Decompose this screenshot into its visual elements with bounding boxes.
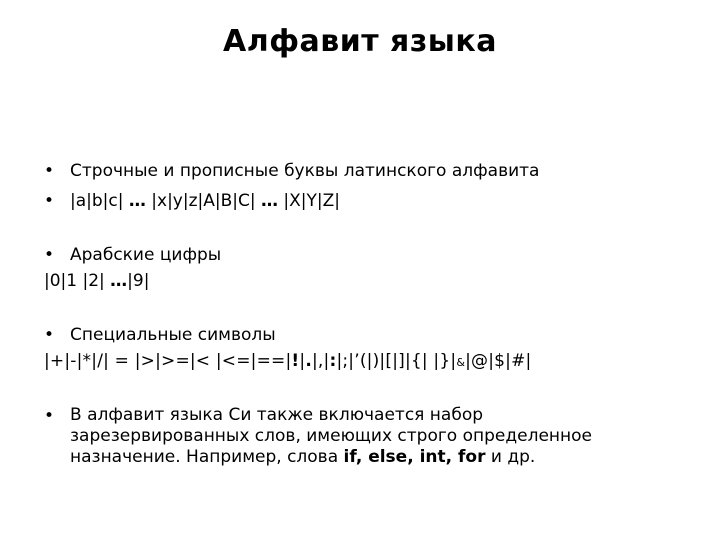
- paragraph-text: В алфавит языка Си также включается набор зарезервированных слов, имеющих строго определенное назначение. Например, слова: [70, 405, 592, 467]
- page-title: Алфавит языка: [223, 24, 497, 59]
- digits-line: [44, 270, 149, 292]
- digits-part: |0|1 |2|: [44, 271, 111, 291]
- latin-letters-part: |X|Y|Z|: [277, 191, 340, 211]
- ellipsis: …: [260, 191, 278, 211]
- special-part: |@|$|#|: [465, 351, 532, 371]
- reserved-words-paragraph: [70, 405, 630, 468]
- bullet-icon: •: [44, 161, 55, 181]
- paragraph-text: и др.: [485, 447, 536, 467]
- ellipsis: …: [110, 271, 128, 291]
- special-amp: &: [456, 356, 466, 369]
- special-dot: .: [305, 351, 312, 371]
- bullet-icon: •: [44, 245, 55, 265]
- special-colon: :: [329, 351, 337, 371]
- special-symbols-line: [44, 350, 531, 374]
- digits-heading-text: Арабские цифры: [70, 245, 222, 265]
- latin-heading-text: Строчные и прописные буквы латинского алфавита: [70, 161, 540, 181]
- special-part: |,|: [311, 351, 330, 371]
- special-part: |: [299, 351, 306, 371]
- ellipsis: …: [128, 191, 146, 211]
- special-excl: !: [291, 351, 300, 371]
- bullet-icon: •: [44, 191, 55, 211]
- latin-letters-text: [70, 190, 340, 212]
- special-heading-text: Специальные символы: [70, 325, 276, 345]
- latin-letters-part: |a|b|c|: [70, 191, 129, 211]
- bullet-icon: •: [44, 406, 55, 426]
- digits-part: |9|: [127, 271, 150, 291]
- special-part: |+|-|*|/| = |>|>=|< |<=|==|: [44, 351, 292, 371]
- keywords-text: if, else, int, for: [343, 447, 486, 467]
- latin-letters-part: |x|y|z|A|B|C|: [145, 191, 261, 211]
- bullet-icon: •: [44, 325, 55, 345]
- special-part: |;|’(|)|[|]|{| |}|: [336, 351, 457, 371]
